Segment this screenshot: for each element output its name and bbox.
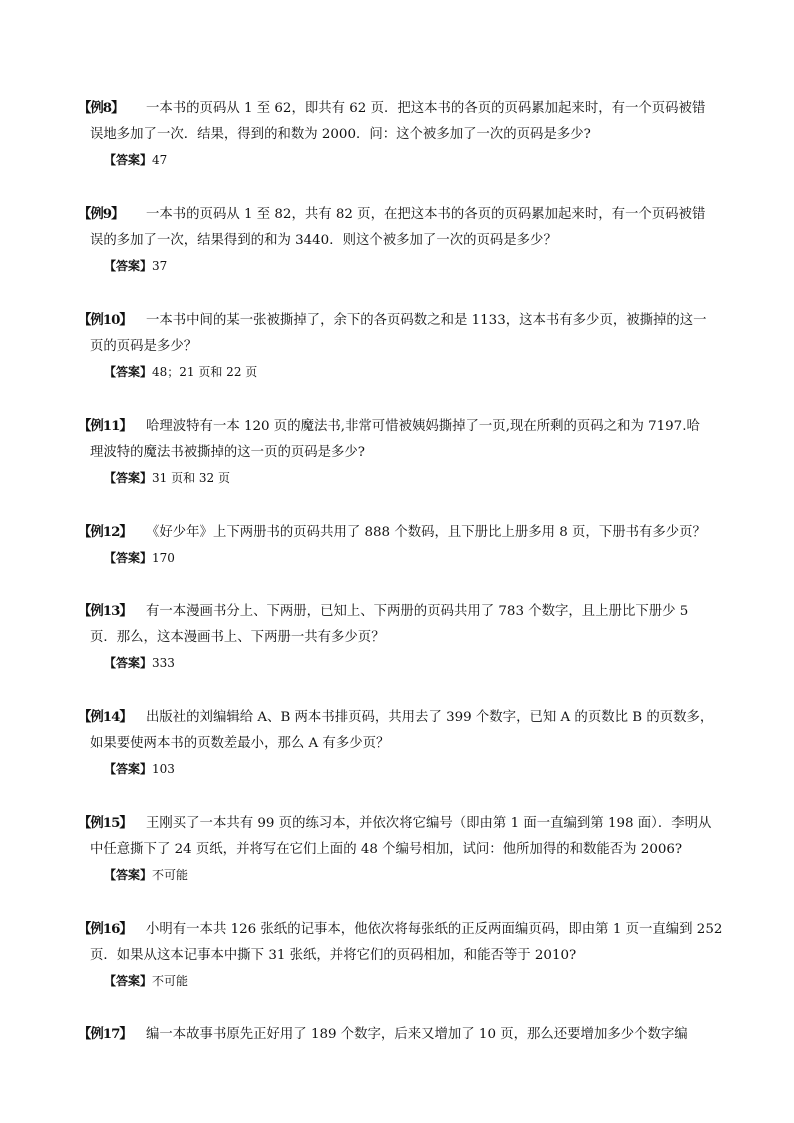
problem-text: 小明有一本共 126 张纸的记事本，他依次将每张纸的正反两面编页码，即由第 1 页一直编到 252: [146, 922, 723, 937]
answer-value: 不可能: [152, 974, 189, 988]
answer-line: [78, 547, 724, 569]
problem-text: 误的多加了一次，结果得到的和为 3440．则这个被多加了一次的页码是多少？: [90, 233, 557, 248]
answer-line: [78, 255, 724, 277]
answer-value: 31 页和 32 页: [152, 471, 230, 485]
answer-tag: 【答案】: [104, 365, 153, 379]
problem-10: [78, 307, 724, 383]
problem-label: 【例15】: [78, 815, 132, 831]
answer-tag: 【答案】: [104, 153, 153, 167]
answer-line: [78, 467, 724, 489]
answer-tag: 【答案】: [104, 762, 153, 776]
problem-label: 【例10】: [78, 312, 132, 328]
problem-text: 页．那么，这本漫画书上、下两册一共有多少页？: [90, 630, 385, 645]
problem-16: [78, 916, 724, 992]
problem-text: 误地多加了一次．结果，得到的和数为 2000．问：这个被多加了一次的页码是多少?: [90, 127, 591, 142]
problem-label: 【例8】: [78, 100, 124, 116]
problem-text: 出版社的刘编辑给 A、B 两本书排页码，共用去了 399 个数字，已知 A 的页数比 B 的页数多，: [146, 710, 714, 725]
answer-value: 103: [152, 762, 175, 776]
problem-text: 一本书的页码从 1 至 62，即共有 62 页．把这本书的各页的页码累加起来时，有一个页码被错: [146, 101, 706, 116]
problem-text: 有一本漫画书分上、下两册，已知上、下两册的页码共用了 783 个数字，且上册比下册少 5: [146, 604, 689, 619]
problem-text: 《好少年》上下两册书的页码共用了 888 个数码，且下册比上册多用 8 页，下册书有多少页？: [146, 525, 706, 540]
answer-tag: 【答案】: [104, 974, 153, 988]
problem-17: [78, 1021, 724, 1048]
problem-label: 【例11】: [78, 418, 132, 434]
answer-value: 48；21 页和 22 页: [152, 365, 258, 379]
answer-line: [78, 652, 724, 674]
answer-value: 47: [152, 153, 168, 167]
problem-text: 如果要使两本书的页数差最小，那么 A 有多少页？: [90, 736, 390, 751]
answer-line: [78, 970, 724, 992]
problem-label: 【例12】: [78, 524, 132, 540]
problem-label: 【例13】: [78, 603, 132, 619]
answer-line: [78, 864, 724, 886]
problem-9: [78, 201, 724, 277]
answer-tag: 【答案】: [104, 471, 153, 485]
problem-text: 一本书的页码从 1 至 82，共有 82 页，在把这本书的各页的页码累加起来时，有一个页码被错: [146, 207, 706, 222]
problem-text: 页．如果从这本记事本中撕下 31 张纸，并将它们的页码相加，和能否等于 2010?: [90, 948, 577, 963]
answer-value: 37: [152, 259, 168, 273]
problem-text: 理波特的魔法书被撕掉的这一页的页码是多少?: [90, 445, 365, 460]
answer-tag: 【答案】: [104, 259, 153, 273]
answer-tag: 【答案】: [104, 656, 153, 670]
problem-14: [78, 704, 724, 780]
answer-line: [78, 149, 724, 171]
answer-value: 不可能: [152, 868, 189, 882]
problem-text: 编一本故事书原先正好用了 189 个数字，后来又增加了 10 页，那么还要增加多少个数字编: [146, 1027, 688, 1042]
problem-text: 中任意撕下了 24 页纸，并将写在它们上面的 48 个编号相加，试问：他所加得的和数能否为 2006?: [90, 842, 683, 857]
problem-label: 【例14】: [78, 709, 132, 725]
answer-line: [78, 758, 724, 780]
problem-text: 一本书中间的某一张被撕掉了，余下的各页码数之和是 1133，这本书有多少页，被撕掉的这一: [146, 313, 707, 328]
problem-label: 【例9】: [78, 206, 124, 222]
problem-text: 王刚买了一本共有 99 页的练习本，并依次将它编号（即由第 1 面一直编到第 198 面）．李明从: [146, 816, 712, 831]
problem-label: 【例17】: [78, 1026, 132, 1042]
problem-label: 【例16】: [78, 921, 132, 937]
problem-text: 页的页码是多少？: [90, 339, 198, 354]
answer-line: [78, 361, 724, 383]
problem-text: 哈理波特有一本 120 页的魔法书,非常可惜被姨妈撕掉了一页,现在所剩的页码之和为 7197.哈: [146, 419, 700, 434]
problem-12: [78, 519, 724, 569]
answer-tag: 【答案】: [104, 551, 153, 565]
problem-15: [78, 810, 724, 886]
answer-tag: 【答案】: [104, 868, 153, 882]
problem-8: [78, 95, 724, 171]
problem-13: [78, 598, 724, 674]
answer-value: 170: [152, 551, 175, 565]
answer-value: 333: [152, 656, 175, 670]
problem-11: [78, 413, 724, 489]
